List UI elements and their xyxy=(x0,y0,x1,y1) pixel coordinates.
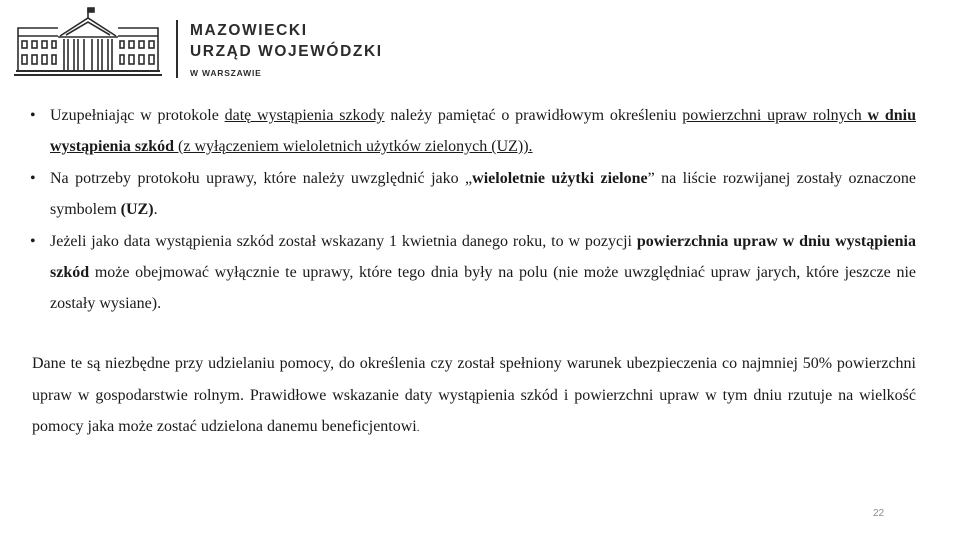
building-icon xyxy=(14,6,162,80)
logo-line-2: URZĄD WOJEWÓDZKI xyxy=(190,43,383,60)
paragraph-end: . xyxy=(416,422,420,434)
bullet-item-date xyxy=(30,100,916,162)
logo-text xyxy=(190,20,383,78)
bullet-text: Jeżeli jako data wystąpienia szkód został wskazany 1 kwietnia danego roku, to w pozycji xyxy=(50,233,637,250)
page-number: 22 xyxy=(873,508,885,519)
underlined-text: datę wystąpienia szkody xyxy=(224,107,385,124)
bullet-text: może obejmować wyłącznie te uprawy, które tego dnia były na polu (nie może uwzględniać upraw jarych, które jeszcze nie zostały wysiane). xyxy=(50,264,916,312)
logo-divider xyxy=(176,20,178,78)
bullet-list xyxy=(30,100,916,320)
bullet-item-uz xyxy=(30,163,916,225)
bullet-text: ” na liście rozwijanej zostały oznaczone symbolem xyxy=(50,170,916,218)
underlined-bold-text: w dniu wystąpienia szkód xyxy=(50,107,917,155)
bold-text: wieloletnie użytki zielone xyxy=(472,170,648,187)
bullet-text: Uzupełniając w protokole xyxy=(50,107,225,124)
bullet-text: Na potrzeby protokołu uprawy, które należy uwzględnić jako „ xyxy=(50,170,473,187)
bullet-text: . xyxy=(153,201,158,218)
summary-paragraph xyxy=(32,348,916,445)
header-logo xyxy=(14,6,394,82)
bold-text: powierzchnia upraw w dniu wystąpienia szkód xyxy=(50,233,917,281)
underlined-text: powierzchni upraw rolnych xyxy=(682,107,868,124)
logo-line-3: W WARSZAWIE xyxy=(190,68,262,78)
paragraph-text: Dane te są niezbędne przy udzielaniu pomocy, do określenia czy został spełniony warunek ubezpieczenia co najmniej 50% powierzchni upraw w gospodarstwie rolnym. Prawidłowe wskazanie daty wystąpienia szkód i powierzchni upraw w tym dniu rzutuje na wielkość pomocy jaka może zostać udzielona danemu beneficjentowi xyxy=(32,355,916,435)
logo-line-1: MAZOWIECKI xyxy=(190,22,308,39)
bullet-text: należy pamiętać o prawidłowym określeniu xyxy=(384,107,683,124)
bold-text: (UZ) xyxy=(120,201,154,218)
bullet-item-april xyxy=(30,226,916,319)
underlined-text: (z wyłączeniem wieloletnich użytków zielonych (UZ)). xyxy=(174,138,533,155)
